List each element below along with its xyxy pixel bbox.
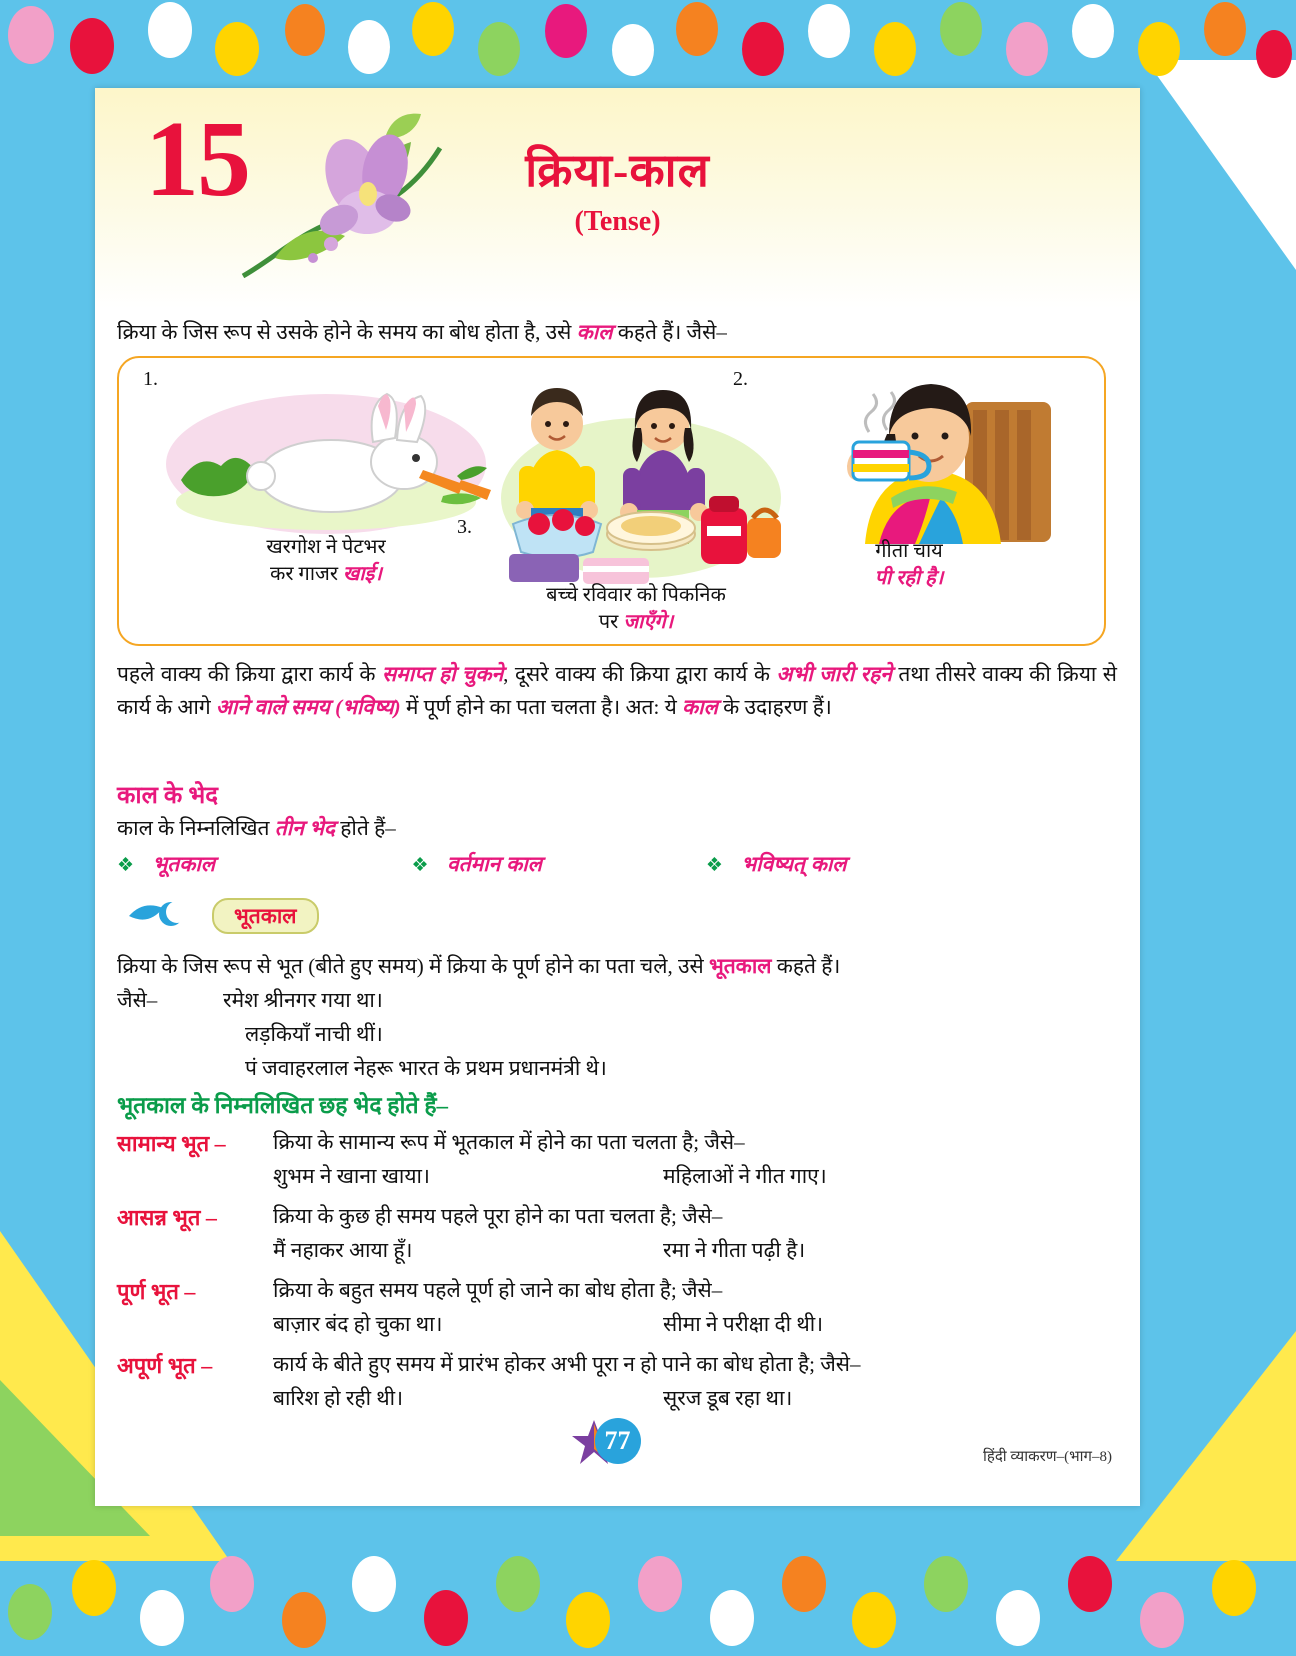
kinds-lead-after: होते हैं– bbox=[335, 816, 396, 840]
kinds-lead-highlight: तीन भेद bbox=[274, 816, 336, 840]
caption-1-line2: कर गाजर bbox=[270, 563, 344, 585]
section-header bbox=[117, 898, 537, 934]
type-3-label: अपूर्ण भूत – bbox=[117, 1353, 213, 1378]
kinds-item-0-label: भूतकाल bbox=[152, 853, 216, 876]
section-marker-icon bbox=[125, 900, 205, 930]
type-0-label: सामान्य भूत – bbox=[117, 1131, 226, 1156]
type-0-examples bbox=[273, 1162, 1113, 1190]
explanation-paragraph bbox=[117, 658, 1117, 723]
caption-1-verb: खाई। bbox=[343, 563, 382, 585]
intro-line bbox=[117, 316, 1117, 349]
intro-after: कहते हैं। जैसे– bbox=[612, 320, 727, 344]
explanation-highlight-4: काल bbox=[682, 694, 718, 719]
page-subtitle: (Tense) bbox=[574, 206, 661, 237]
section-definition bbox=[117, 950, 1117, 983]
children-picnic-illustration bbox=[491, 368, 781, 596]
section-example-1: लड़कियाँ नाची थीं। bbox=[245, 1022, 383, 1046]
kinds-list bbox=[117, 850, 1117, 878]
type-3-examples bbox=[273, 1384, 1113, 1412]
footer-note: हिंदी व्याकरण–(भाग–8) bbox=[982, 1449, 1112, 1465]
rabbit-eating-carrot-illustration bbox=[161, 384, 491, 534]
kinds-lead bbox=[117, 812, 1117, 845]
explanation-highlight-1: समाप्त हो चुकने bbox=[381, 662, 504, 686]
section-def-highlight: भूतकाल bbox=[708, 954, 772, 978]
picture-number-2: 2. bbox=[733, 368, 748, 390]
picture-number-1: 1. bbox=[143, 368, 158, 390]
type-1-example-2: रमा ने गीता पढ़ी है। bbox=[663, 1238, 806, 1262]
type-1-desc: क्रिया के कुछ ही समय पहले पूरा होने का पता चलता है; जैसे– bbox=[273, 1204, 723, 1228]
page-number-badge: 77 bbox=[595, 1418, 641, 1464]
diamond-bullet-icon: ❖ bbox=[705, 855, 723, 876]
caption-2-line1: गीता चाय bbox=[875, 540, 943, 562]
kinds-list-item-2 bbox=[706, 850, 847, 878]
explanation-part1: पहले वाक्य की क्रिया द्वारा कार्य के bbox=[117, 662, 382, 686]
section-subheading: भूतकाल के निम्नलिखित छह भेद होते हैं– bbox=[117, 1093, 449, 1118]
examples-lead: जैसे– bbox=[117, 988, 158, 1012]
caption-1-line1: खरगोश ने पेटभर bbox=[266, 536, 386, 558]
woman-drinking-tea-illustration bbox=[769, 376, 1069, 544]
section-def-after: कहते हैं। bbox=[771, 954, 841, 978]
type-0-desc: क्रिया के सामान्य रूप में भूतकाल में होने का पता चलता है; जैसे– bbox=[273, 1130, 745, 1154]
section-chip-label: भूतकाल bbox=[212, 898, 319, 934]
illustration-box bbox=[117, 356, 1106, 646]
intro-highlight: काल bbox=[576, 320, 613, 344]
diamond-bullet-icon: ❖ bbox=[117, 855, 135, 876]
kinds-item-1-label: वर्तमान काल bbox=[446, 853, 542, 876]
type-2-example-2: सीमा ने परीक्षा दी थी। bbox=[663, 1312, 824, 1336]
type-1-label: आसन्न भूत – bbox=[117, 1205, 217, 1230]
caption-2-verb: पी रही है। bbox=[874, 567, 944, 589]
textbook-page bbox=[95, 88, 1140, 1506]
explanation-part3: तथा तीसरे वाक्य की क्रिया से कार्य के आगे bbox=[117, 662, 1117, 719]
type-3-desc: कार्य के बीते हुए समय में प्रारंभ होकर अभी पूरा न हो पाने का बोध होता है; जैसे– bbox=[273, 1352, 861, 1376]
caption-3-verb: जाएँगे। bbox=[623, 611, 674, 633]
type-1-example-1: मैं नहाकर आया हूँ। bbox=[273, 1238, 413, 1262]
type-2-desc: क्रिया के बहुत समय पहले पूर्ण हो जाने का बोध होता है; जैसे– bbox=[273, 1278, 723, 1302]
picture-number-3: 3. bbox=[457, 516, 472, 538]
caption-3-line1: बच्चे रविवार को पिकनिक bbox=[546, 584, 726, 606]
kinds-heading: काल के भेद bbox=[117, 783, 218, 809]
intro-before: क्रिया के जिस रूप से उसके होने के समय का बोध होता है, उसे bbox=[117, 320, 577, 344]
picture-caption-3 bbox=[471, 582, 801, 636]
explanation-highlight-2: अभी जारी रहने bbox=[776, 662, 892, 686]
flower-decoration-icon bbox=[235, 108, 455, 293]
type-3-example-1: बारिश हो रही थी। bbox=[273, 1386, 404, 1410]
type-0-example-2: महिलाओं ने गीत गाए। bbox=[663, 1164, 827, 1188]
explanation-highlight-3: आने वाले समय (भविष्य) bbox=[215, 694, 401, 719]
explanation-part2: , दूसरे वाक्य की क्रिया द्वारा कार्य के bbox=[503, 662, 777, 686]
section-def-before: क्रिया के जिस रूप से भूत (बीते हुए समय) में क्रिया के पूर्ण होने का पता चले, उसे bbox=[117, 954, 709, 978]
explanation-part5: के उदाहरण हैं। bbox=[717, 694, 832, 719]
section-example-2: पं जवाहरलाल नेहरू भारत के प्रथम प्रधानमंत्री थे। bbox=[245, 1056, 607, 1080]
type-3-example-2: सूरज डूब रहा था। bbox=[663, 1386, 793, 1410]
explanation-part4: में पूर्ण होने का पता चलता है। अत: ये bbox=[400, 694, 683, 719]
diamond-bullet-icon: ❖ bbox=[411, 855, 429, 876]
page-title: क्रिया-काल bbox=[525, 145, 710, 196]
kinds-lead-before: काल के निम्नलिखित bbox=[117, 816, 275, 840]
kinds-list-item-1 bbox=[411, 850, 701, 878]
kinds-item-2-label: भविष्यत् काल bbox=[741, 853, 847, 876]
type-2-example-1: बाज़ार बंद हो चुका था। bbox=[273, 1312, 443, 1336]
chapter-number: 15 bbox=[145, 100, 249, 219]
section-example-0: रमेश श्रीनगर गया था। bbox=[223, 988, 383, 1012]
type-0-example-1: शुभम ने खाना खाया। bbox=[273, 1164, 430, 1188]
type-1-examples bbox=[273, 1236, 1113, 1264]
kinds-list-item-0 bbox=[117, 850, 407, 878]
type-2-examples bbox=[273, 1310, 1113, 1338]
picture-caption-2 bbox=[759, 538, 1059, 592]
caption-3-line2: पर bbox=[598, 611, 624, 633]
picture-caption-1 bbox=[161, 534, 491, 588]
type-2-label: पूर्ण भूत – bbox=[117, 1279, 196, 1304]
